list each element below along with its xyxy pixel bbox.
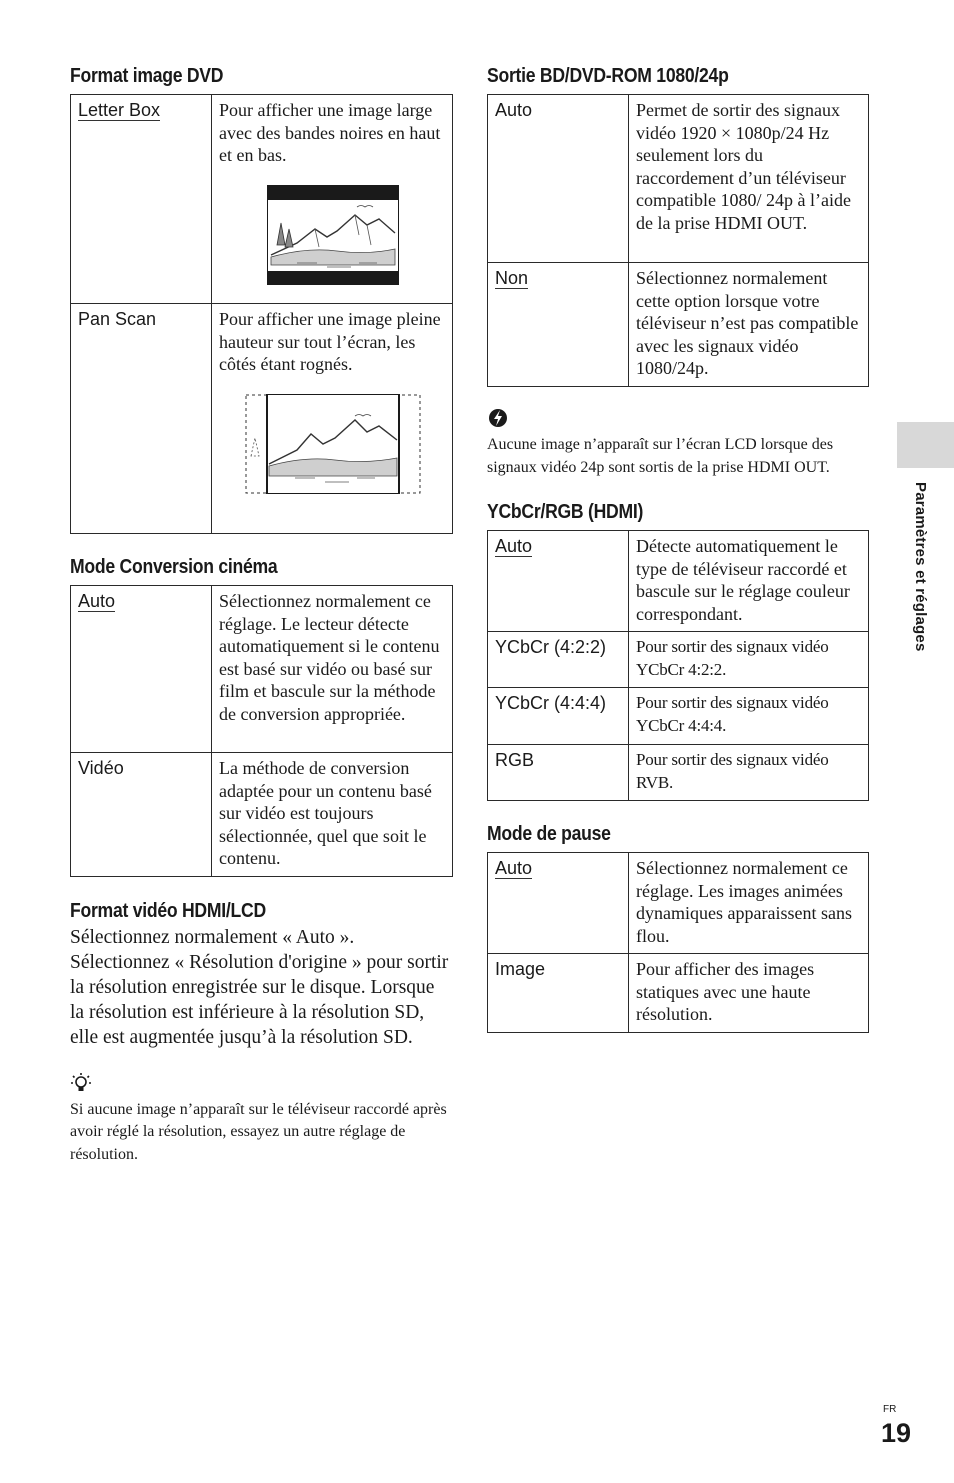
caution-icon — [487, 407, 509, 429]
left-column — [70, 64, 453, 1166]
option-description: Sélectionnez normalement ce réglage. Le lecteur détecte automatiquement si le contenu est basé sur vidéo ou basé sur film et bascule sur la méthode de conversion appropriée. — [212, 586, 453, 753]
language-code: FR — [883, 1404, 897, 1415]
sortie-table — [487, 94, 869, 387]
section-tab-marker — [897, 422, 954, 468]
pan-scan-illustration — [245, 394, 421, 494]
option-rgb: RGB — [495, 750, 535, 770]
letterbox-illustration — [267, 185, 399, 285]
option-description: Pour sortir des signaux vidéo RVB. — [629, 745, 869, 801]
option-description: Détecte automatiquement le type de téléviseur raccordé et bascule sur le réglage couleur correspondant. — [629, 531, 869, 632]
table-row — [71, 586, 453, 753]
option-pan-scan: Pan Scan — [78, 309, 157, 329]
table-row — [488, 853, 869, 954]
table-row — [488, 954, 869, 1033]
option-description: Sélectionnez normalement cette option lorsque votre téléviseur n’est pas compatible avec les signaux vidéo 1080/24p. — [629, 263, 869, 387]
option-description: Pour afficher une image pleine hauteur sur tout l’écran, les côtés étant rognés. — [219, 309, 441, 374]
format-image-table — [70, 94, 453, 534]
option-ycbcr-422: YCbCr (4:2:2) — [495, 637, 607, 657]
option-auto: Auto — [78, 591, 116, 611]
option-description: Pour afficher une image large avec des bandes noires en haut et en bas. — [219, 100, 441, 165]
lightbulb-icon — [70, 1072, 92, 1094]
table-row — [488, 263, 869, 387]
table-row — [488, 95, 869, 263]
option-auto: Auto — [495, 858, 533, 878]
option-description: Sélectionnez normalement ce réglage. Les images animées dynamiques apparaissent sans flou. — [629, 853, 869, 954]
mode-pause-table — [487, 852, 869, 1033]
sortie-heading: Sortie BD/DVD-ROM 1080/24p — [487, 65, 729, 87]
option-description: Pour sortir des signaux vidéo YCbCr 4:2:2. — [629, 632, 869, 688]
option-description: Pour sortir des signaux vidéo YCbCr 4:4:4. — [629, 688, 869, 745]
table-row — [488, 531, 869, 632]
option-letter-box: Letter Box — [78, 100, 161, 120]
format-video-heading: Format vidéo HDMI/LCD — [70, 899, 266, 922]
option-auto: Auto — [495, 536, 533, 556]
ycbcr-heading: YCbCr/RGB (HDMI) — [487, 501, 644, 523]
right-column — [487, 64, 869, 1033]
table-row — [488, 688, 869, 745]
option-ycbcr-444: YCbCr (4:4:4) — [495, 693, 607, 713]
tip-text: Si aucune image n’apparaît sur le téléviseur raccordé après avoir réglé la résolution, essayez un autre réglage de résolution. — [70, 1100, 447, 1163]
table-row — [71, 304, 453, 534]
section-side-label: Paramètres et réglages — [912, 482, 929, 652]
page-number: 19 — [881, 1418, 912, 1448]
option-description: Permet de sortir des signaux vidéo 1920 × 1080p/24 Hz seulement lors du raccordement d’un téléviseur compatible 1080/ 24p à l’aide de la prise HDMI OUT. — [629, 95, 869, 263]
option-auto: Auto — [495, 100, 533, 120]
table-row — [488, 632, 869, 688]
option-video: Vidéo — [78, 758, 124, 778]
table-row — [71, 95, 453, 304]
format-image-dvd-heading: Format image DVD — [70, 65, 224, 87]
option-non: Non — [495, 268, 529, 288]
mode-conversion-table — [70, 585, 453, 877]
option-description: La méthode de conversion adaptée pour un contenu basé sur vidéo est toujours sélectionnée, quel que soit le contenu. — [212, 753, 453, 877]
mode-pause-heading: Mode de pause — [487, 823, 611, 845]
note-text: Aucune image n’apparaît sur l’écran LCD lorsque des signaux vidéo 24p sont sortis de la prise HDMI OUT. — [487, 436, 834, 476]
table-row — [71, 753, 453, 877]
ycbcr-table — [487, 530, 869, 801]
format-video-body: Sélectionnez normalement « Auto ». Sélectionnez « Résolution d'origine » pour sortir la résolution enregistrée sur le disque. Lorsque la résolution est inférieure à la résolution SD, elle est augmentée jusqu’à la résolution SD. — [70, 926, 449, 1048]
table-row — [488, 745, 869, 801]
mode-conversion-heading: Mode Conversion cinéma — [70, 556, 278, 578]
option-image: Image — [495, 959, 546, 979]
option-description: Pour afficher des images statiques avec une haute résolution. — [629, 954, 869, 1033]
